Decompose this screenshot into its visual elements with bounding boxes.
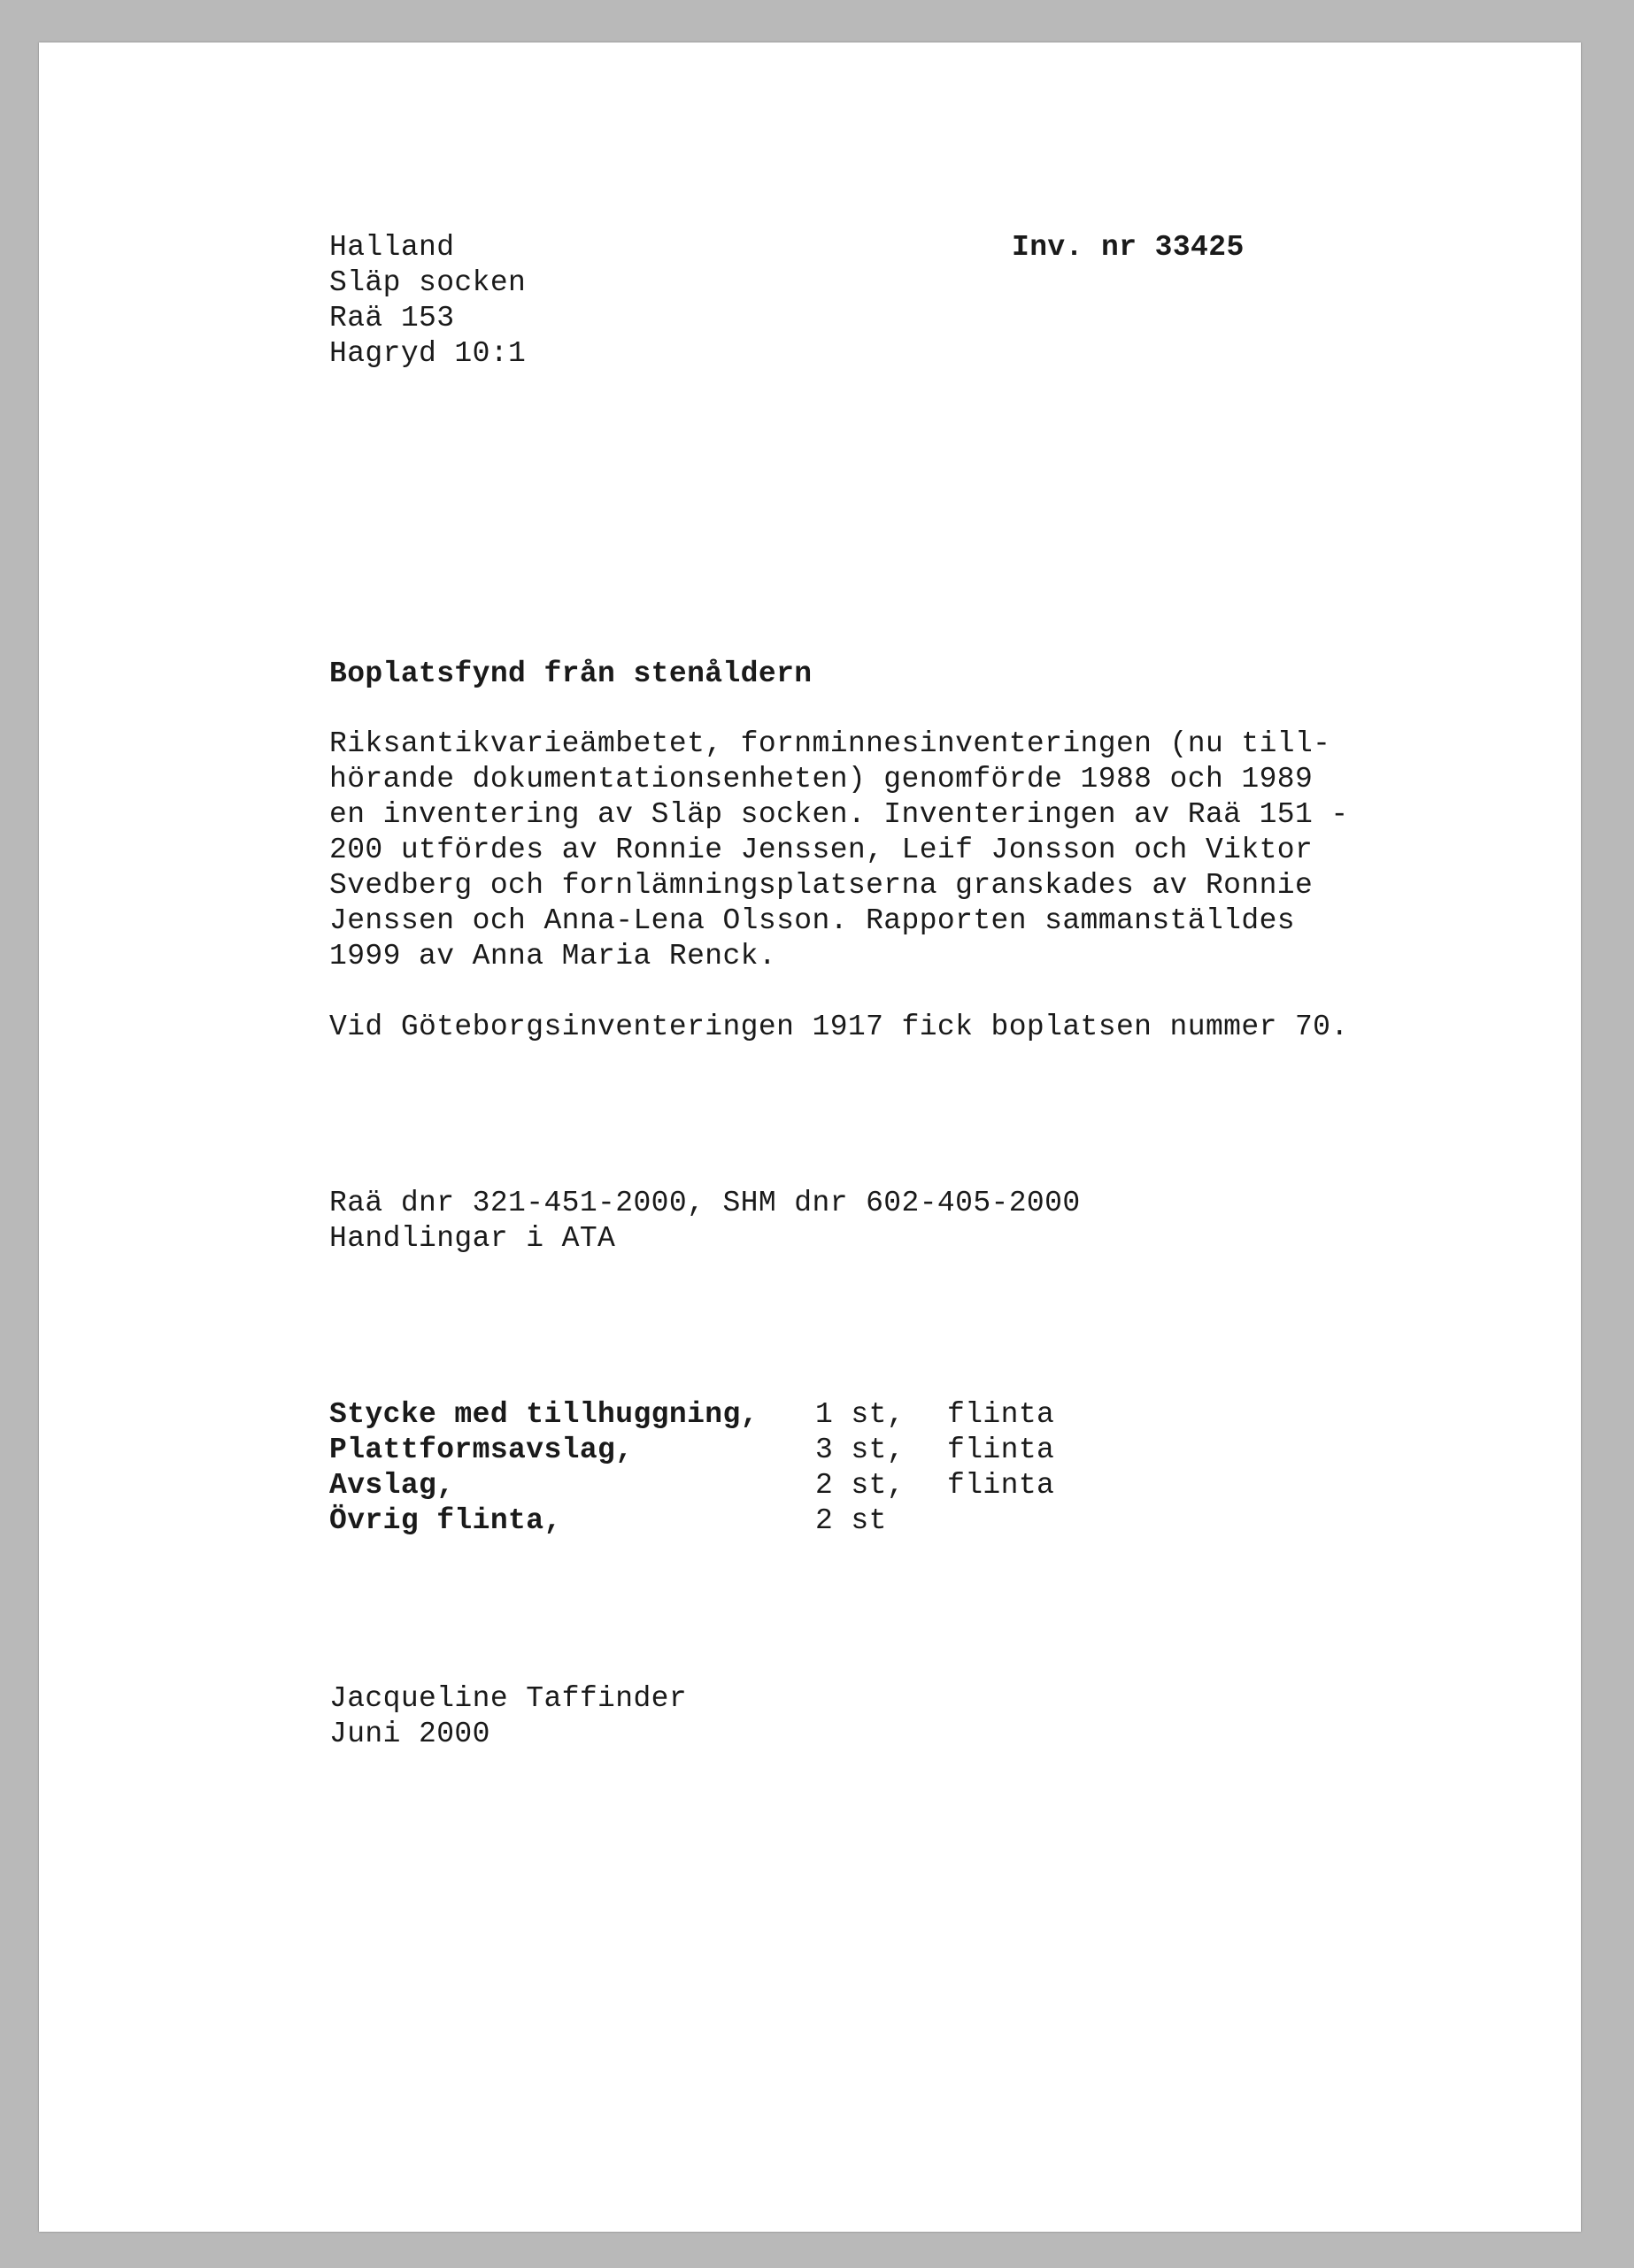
header-location-property: Hagryd 10:1 bbox=[329, 337, 527, 370]
find-item: Övrig flinta, bbox=[329, 1504, 562, 1537]
paragraph-line: Jenssen och Anna-Lena Olsson. Rapporten sammanställdes bbox=[329, 904, 1295, 937]
signature-date: Juni 2000 bbox=[329, 1718, 490, 1750]
find-item: Avslag, bbox=[329, 1469, 455, 1502]
signature-name: Jacqueline Taffinder bbox=[329, 1682, 688, 1715]
find-item: Plattformsavslag, bbox=[329, 1434, 634, 1466]
document-page bbox=[39, 42, 1581, 2232]
header-location-parish: Släp socken bbox=[329, 266, 527, 299]
header-location-county: Halland bbox=[329, 231, 455, 264]
find-count: 2 st, bbox=[815, 1469, 906, 1502]
reference-dnr: Raä dnr 321-451-2000, SHM dnr 602-405-2000 bbox=[329, 1187, 1081, 1219]
find-count: 2 st bbox=[815, 1504, 887, 1537]
find-material: flinta bbox=[947, 1434, 1055, 1466]
paragraph-line: hörande dokumentationsenheten) genomförde 1988 och 1989 bbox=[329, 763, 1314, 796]
paragraph-goteborg: Vid Göteborgsinventeringen 1917 fick boplatsen nummer 70. bbox=[329, 1011, 1349, 1043]
inventory-number: Inv. nr 33425 bbox=[1012, 231, 1245, 264]
header-location-raa: Raä 153 bbox=[329, 302, 455, 334]
paragraph-line: en inventering av Släp socken. Inventeringen av Raä 151 - bbox=[329, 798, 1349, 831]
find-item: Stycke med tillhuggning, bbox=[329, 1398, 759, 1431]
find-count: 1 st, bbox=[815, 1398, 906, 1431]
reference-archive: Handlingar i ATA bbox=[329, 1222, 616, 1255]
paragraph-line: 200 utfördes av Ronnie Jenssen, Leif Jonsson och Viktor bbox=[329, 834, 1314, 866]
paragraph-line: 1999 av Anna Maria Renck. bbox=[329, 940, 777, 973]
find-material: flinta bbox=[947, 1398, 1055, 1431]
find-material: flinta bbox=[947, 1469, 1055, 1502]
document-title: Boplatsfynd från stenåldern bbox=[329, 657, 813, 690]
paragraph-line: Riksantikvarieämbetet, fornminnesinventeringen (nu till- bbox=[329, 727, 1331, 760]
find-count: 3 st, bbox=[815, 1434, 906, 1466]
paragraph-line: Svedberg och fornlämningsplatserna granskades av Ronnie bbox=[329, 869, 1314, 902]
